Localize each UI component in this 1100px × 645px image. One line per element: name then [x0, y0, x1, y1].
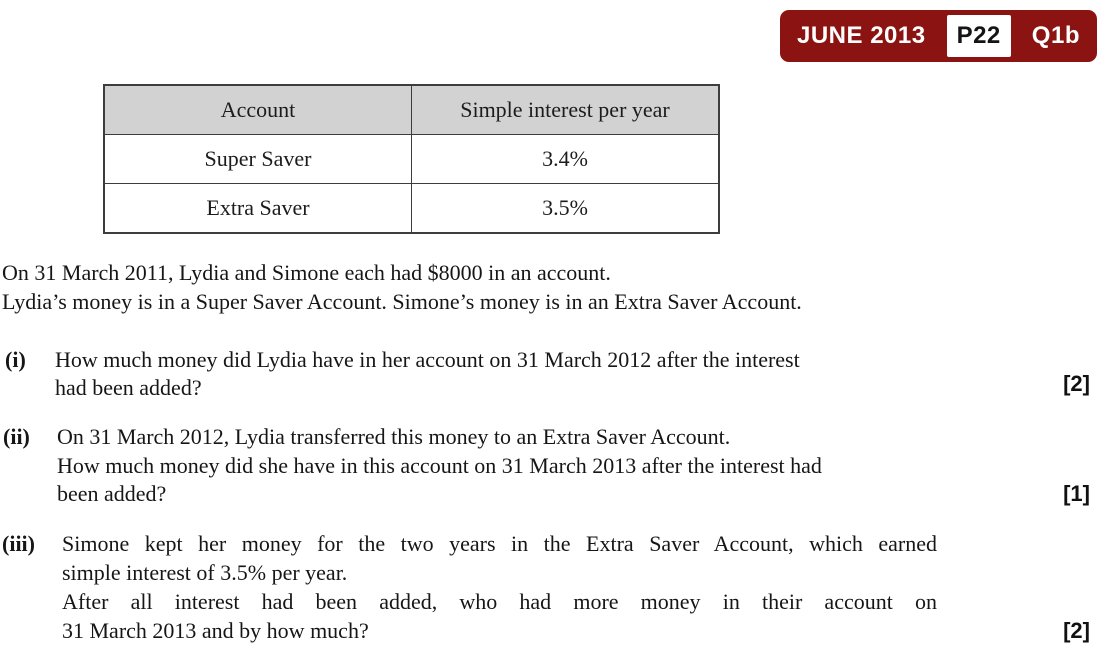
table-header-interest: Simple interest per year	[412, 85, 720, 135]
interest-rate-cell: 3.5%	[412, 184, 720, 234]
table-header-row	[104, 85, 719, 135]
interest-rates-table	[103, 84, 720, 234]
table-row	[104, 184, 719, 234]
marks-badge: [2]	[1063, 371, 1090, 396]
account-name-cell: Super Saver	[104, 135, 412, 184]
part-text-line: How much money did she have in this account on 31 March 2013 after the interest had	[57, 452, 822, 478]
intro-line: Lydia’s money is in a Super Saver Account. Simone’s money is in an Extra Saver Account.	[2, 289, 802, 314]
question-badge	[780, 10, 1097, 62]
part-label: (i)	[5, 347, 26, 372]
marks-badge: [2]	[1063, 618, 1090, 643]
marks-badge: [1]	[1063, 481, 1090, 506]
part-text	[57, 423, 930, 509]
part-text-line: simple interest of 3.5% per year.	[62, 560, 348, 585]
table-header-account: Account	[104, 85, 412, 135]
badge-session-label: JUNE 2013	[797, 22, 926, 49]
part-text-line: After all interest had been added, who had more money in their account on	[62, 589, 937, 614]
part-text-line: 31 March 2013 and by how much?	[62, 618, 369, 643]
part-text	[62, 529, 937, 645]
account-name-cell: Extra Saver	[104, 184, 412, 234]
badge-paper-label: P22	[947, 15, 1011, 57]
part-text-line: Simone kept her money for the two years in the Extra Saver Account, which earned	[62, 531, 937, 556]
badge-question-label: Q1b	[1031, 22, 1080, 49]
part-text	[55, 346, 925, 402]
part-text-line: been added?	[57, 481, 167, 506]
interest-rate-cell: 3.4%	[412, 135, 720, 184]
part-label: (iii)	[2, 531, 35, 556]
intro-line: On 31 March 2011, Lydia and Simone each had $8000 in an account.	[2, 260, 611, 285]
intro-paragraph	[2, 258, 802, 316]
part-text-line: On 31 March 2012, Lydia transferred this money to an Extra Saver Account.	[57, 424, 731, 449]
part-text-line: had been added?	[55, 375, 202, 400]
part-label: (ii)	[3, 424, 30, 449]
part-text-line: How much money did Lydia have in her account on 31 March 2012 after the interest	[55, 347, 800, 372]
table-row	[104, 135, 719, 184]
